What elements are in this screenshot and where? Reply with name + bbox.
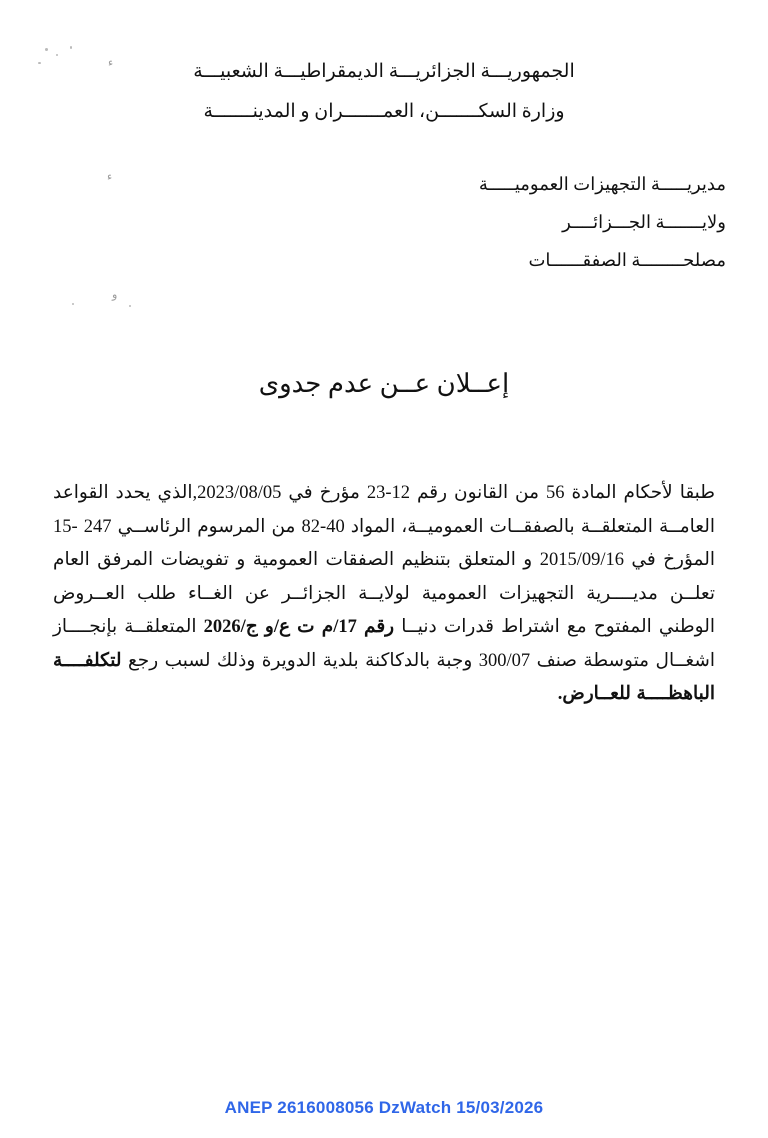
republic-line: الجمهوريـــة الجزائريـــة الديمقراطيـــة الشعبيـــة	[193, 61, 575, 82]
scan-mark: ء	[108, 57, 114, 69]
administration-block	[366, 165, 726, 279]
body-run: المتعلقــة بإنجــــاز اشغــال متوسطة صنف 300/07 وجبة بالدكاكنة بلدية الدويرة وذلك لسبب رجع	[53, 617, 715, 671]
anep-footer: ANEP 2616008056 DzWatch 15/03/2026	[224, 1098, 544, 1117]
scan-speckle	[72, 303, 74, 305]
document-title: إعــلان عــن عدم جدوى	[258, 369, 510, 398]
body-emphasis: رقم 17/م ت ع/و ج/2026	[203, 617, 395, 637]
scan-speckle	[45, 48, 48, 51]
scan-speckle	[129, 305, 131, 307]
scan-mark: ء	[107, 171, 113, 183]
national-header	[0, 52, 768, 132]
scan-mark: ﻭ	[112, 289, 118, 301]
ministry-line: وزارة السكـــــــن، العمـــــــران و المدينـــــــة	[203, 101, 565, 122]
body-text	[53, 477, 715, 712]
scan-speckle	[70, 46, 72, 49]
directorate-line: مديريـــــة التجهيزات العموميـــــة	[478, 174, 726, 194]
wilaya-line: ولايـــــــة الجـــزائــــر	[562, 212, 726, 232]
service-line: مصلحــــــــة الصفقــــــات	[528, 250, 726, 270]
body-run: طبقا لأحكام المادة 56 من القانون رقم 12-23 مؤرخ في 2023/08/05,الذي يحدد القواعد العامــة المتعلقــة بالصفقــات العموميــة، المواد 40-82 من المرسوم الرئاســي 247 -15 المؤرخ في 2015/09/16 و المتعلق بتنظيم الصفقات العمومية و تفويضات المرفق العام تعلــن مديــــرية التجهيزات العمومية لولايــة الجزائــر عن الغــاء طلب العــروض الوطني المفتوح مع اشتراط قدرات دنيــا	[53, 483, 716, 637]
body-paragraph	[53, 477, 715, 712]
body-emphasis: لتكلفــــة الباهظــــة للعــارض.	[53, 650, 715, 704]
